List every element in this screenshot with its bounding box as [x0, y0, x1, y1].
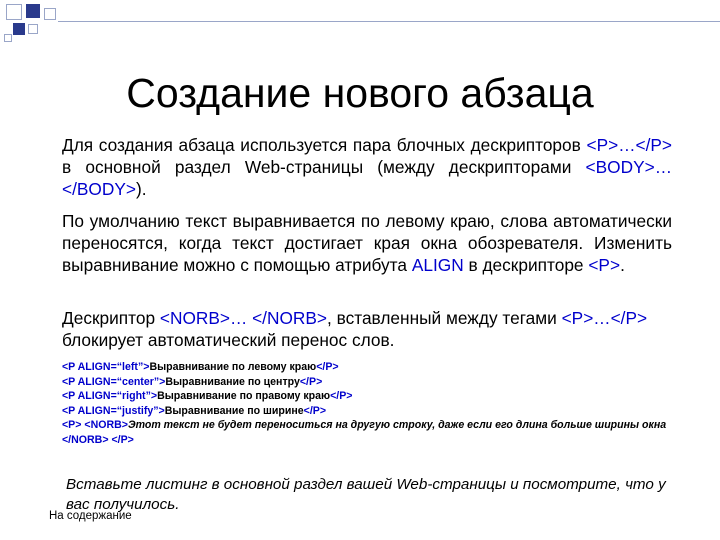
p3-text-3: блокирует автоматический перенос слов. — [62, 330, 395, 350]
p2-text-3: . — [620, 255, 625, 275]
p3-tag-norb: <NORB>… </NORB> — [159, 308, 327, 328]
decor-square-6 — [4, 34, 12, 42]
instruction-note: Вставьте листинг в основной раздел вашей Web-страницы и посмотрите, что у вас получилось. — [66, 476, 666, 513]
code-close-tag: </P> — [303, 404, 327, 417]
decor-square-1 — [6, 4, 22, 20]
code-close-tag: </NORB> </P> — [62, 433, 134, 446]
code-close-tag: </P> — [316, 361, 339, 373]
p2-tag-align: ALIGN — [411, 255, 464, 275]
decor-square-5 — [28, 24, 38, 34]
paragraph-alignment — [62, 210, 672, 276]
p2-text-2: в дескрипторе — [463, 255, 589, 275]
p1-text-2: в основной раздел Web-страницы (между дескрипторами — [62, 157, 586, 177]
code-line-norb — [62, 418, 692, 447]
code-open-tag: <P ALIGN=“right”> — [62, 390, 158, 403]
p3-text-1: Дескриптор — [62, 308, 160, 328]
p1-tag-p: <P>…</P> — [586, 135, 672, 155]
code-open-tag: <P ALIGN=“justify”> — [62, 404, 165, 417]
code-line — [62, 360, 692, 375]
code-close-tag: </P> — [299, 375, 323, 388]
code-close-tag: </P> — [330, 390, 353, 403]
code-line — [62, 404, 692, 419]
code-line — [62, 375, 692, 390]
code-line — [62, 389, 692, 404]
code-open-tag: <P ALIGN=“left”> — [62, 361, 150, 373]
code-open-tag: <P> <NORB> — [62, 419, 128, 432]
p2-text-1: По умолчанию текст выравнивается по левому краю, слова автоматически переносятся, когда текст достигает края окна обозревателя. Изменить выравнивание можно с помощью атрибута — [62, 211, 672, 275]
decor-square-2 — [26, 4, 40, 18]
toc-link[interactable]: На содержание — [49, 510, 132, 522]
paragraph-intro — [62, 134, 672, 200]
code-text: Выравнивание по ширине — [164, 404, 304, 417]
p3-text-2: , вставленный между тегами — [327, 308, 562, 328]
code-open-tag: <P ALIGN=“center”> — [62, 375, 166, 388]
slide-title: Создание нового абзаца — [126, 70, 594, 116]
p2-tag-p: <P> — [588, 255, 621, 275]
p1-text-1: Для создания абзаца используется пара блочных дескрипторов — [62, 135, 587, 155]
code-text: Выравнивание по центру — [165, 375, 300, 388]
paragraph-norb — [62, 307, 672, 351]
decor-square-4 — [13, 23, 25, 35]
p1-tag-body: <BODY>… </BODY> — [62, 157, 672, 199]
code-text: Выравнивание по правому краю — [157, 390, 331, 403]
code-listing — [62, 360, 692, 448]
p1-text-3: ). — [135, 179, 147, 199]
code-text: Выравнивание по левому краю — [149, 361, 317, 373]
decor-square-3 — [44, 8, 56, 20]
code-text: Этот текст не будет переноситься на другую строку, даже если его длина больше ширины окна — [127, 419, 667, 432]
p3-tag-p: <P>…</P> — [561, 308, 648, 328]
header-rule — [58, 21, 720, 22]
